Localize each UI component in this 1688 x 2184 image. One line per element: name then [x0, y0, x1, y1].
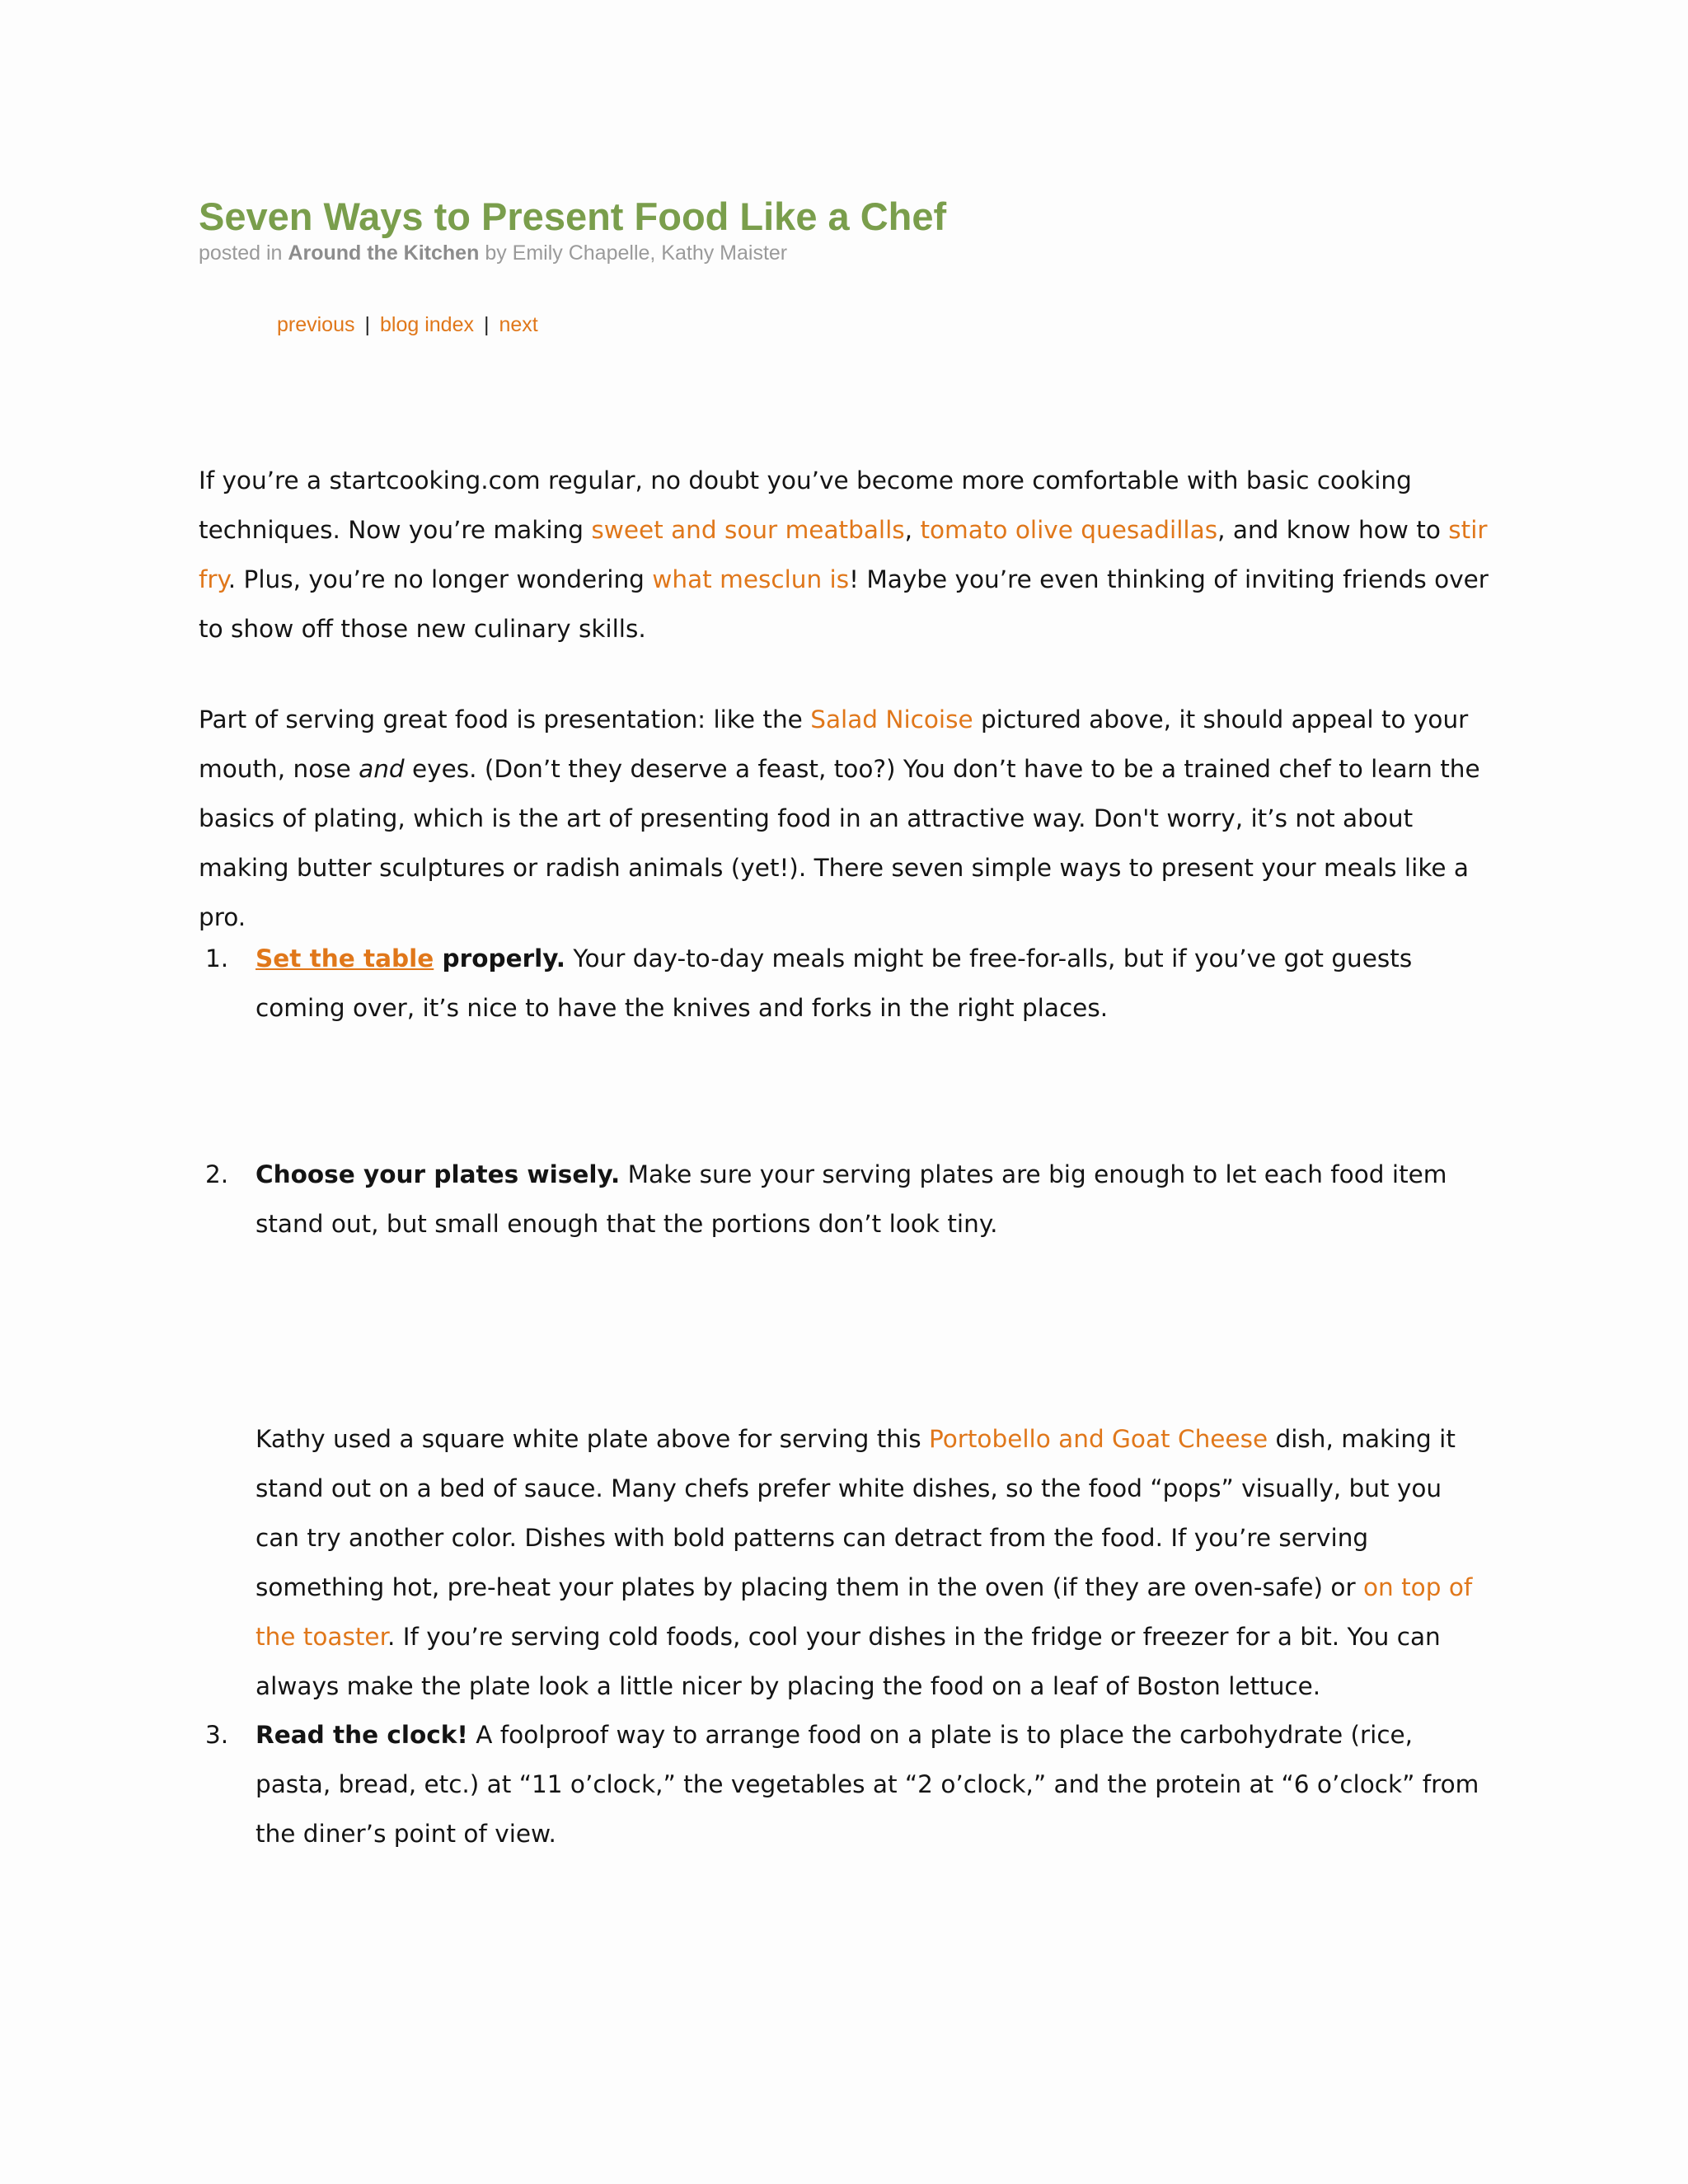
byline [199, 241, 787, 265]
list-number: 2. [205, 1160, 229, 1188]
paragraph-text: eyes. (Don’t they deserve a feast, too?) You don’t have to be a trained chef to learn the basics of plating, which is the art of presenting food in an attractive way. Don't worry, it’s not about making butter sculptures or radish animals (yet!). There seven simple ways to present your meals like a pro. [199, 755, 1480, 931]
list-number: 3. [205, 1721, 229, 1749]
byline-authors: Emily Chapelle, Kathy Maister [512, 241, 788, 265]
paragraph-text: . If you’re serving cold foods, cool your dishes in the fridge or freezer for a bit. You can always make the plate look a little nicer by placing the food on a leaf of Boston lettuce. [256, 1623, 1441, 1700]
stir-fry-link[interactable]: stir fry [199, 516, 1488, 593]
page-title: Seven Ways to Present Food Like a Chef [199, 194, 947, 238]
previous-link[interactable]: previous [277, 313, 355, 336]
list-number: 1. [205, 944, 229, 972]
paragraph-text: , [904, 516, 921, 544]
list-item-choose-plates [199, 1150, 1493, 1249]
paragraph-text: dish, making it stand out on a bed of sauce. Many chefs prefer white dishes, so the food “pops” visually, but you can try another color. Dishes with bold patterns can detract from the food. If you’re serving something hot, pre-heat your plates by placing them in the oven (if they are oven-safe) or [256, 1425, 1456, 1601]
next-link[interactable]: next [499, 313, 538, 336]
list-item-read-clock [199, 1710, 1493, 1858]
salad-nicoise-link[interactable]: Salad Nicoise [810, 705, 973, 733]
mesclun-link[interactable]: what mesclun is [652, 565, 850, 593]
list-item-plates-detail [199, 1414, 1493, 1711]
category-link[interactable]: Around the Kitchen [288, 241, 480, 265]
list-item-heading: Choose your plates wisely. [256, 1160, 621, 1188]
toaster-link[interactable]: on top of the toaster [256, 1573, 1473, 1651]
paragraph-text: ! Maybe you’re even thinking of inviting friends over to show off those new culinary skills. [199, 565, 1489, 643]
paragraph-text: Part of serving great food is presentation: like the [199, 705, 811, 733]
paragraph-text: , and know how to [1217, 516, 1449, 544]
list-item-heading: properly. [434, 944, 565, 972]
nav-separator: | [364, 313, 370, 336]
set-the-table-link[interactable]: Set the table [256, 944, 434, 972]
quesadillas-link[interactable]: tomato olive quesadillas [920, 516, 1218, 544]
nav-separator: | [483, 313, 490, 336]
paragraph-text: . Plus, you’re no longer wondering [227, 565, 653, 593]
portobello-link[interactable]: Portobello and Goat Cheese [928, 1425, 1268, 1453]
meatballs-link[interactable]: sweet and sour meatballs [591, 516, 905, 544]
post-navigation [277, 313, 538, 337]
blog-index-link[interactable]: blog index [380, 313, 474, 336]
byline-prefix: posted in [199, 241, 283, 265]
paragraph-text: If you’re a startcooking.com regular, no doubt you’ve become more comfortable with basic cooking techniques. Now you’re making [199, 466, 1412, 544]
emphasis-text: and [359, 755, 405, 783]
paragraph-text: pictured above, it should appeal to your mouth, nose [199, 705, 1469, 783]
list-item-text: A foolproof way to arrange food on a plate is to place the carbohydrate (rice, pasta, bread, etc.) at “11 o’clock,” the vegetables at “2 o’clock,” and the protein at “6 o’clock” from the diner’s point of view. [256, 1721, 1479, 1848]
intro-paragraph [199, 456, 1493, 654]
byline-by: by [485, 241, 507, 265]
list-item-text: Your day-to-day meals might be free-for-alls, but if you’ve got guests coming over, it’s nice to have the knives and forks in the right places. [256, 944, 1413, 1022]
list-item-set-table [199, 934, 1493, 1033]
paragraph-text: Kathy used a square white plate above for serving this [256, 1425, 929, 1453]
presentation-paragraph [199, 695, 1493, 942]
list-item-heading: Read the clock! [256, 1721, 468, 1749]
list-item-text: Make sure your serving plates are big enough to let each food item stand out, but small enough that the portions don’t look tiny. [256, 1160, 1447, 1238]
